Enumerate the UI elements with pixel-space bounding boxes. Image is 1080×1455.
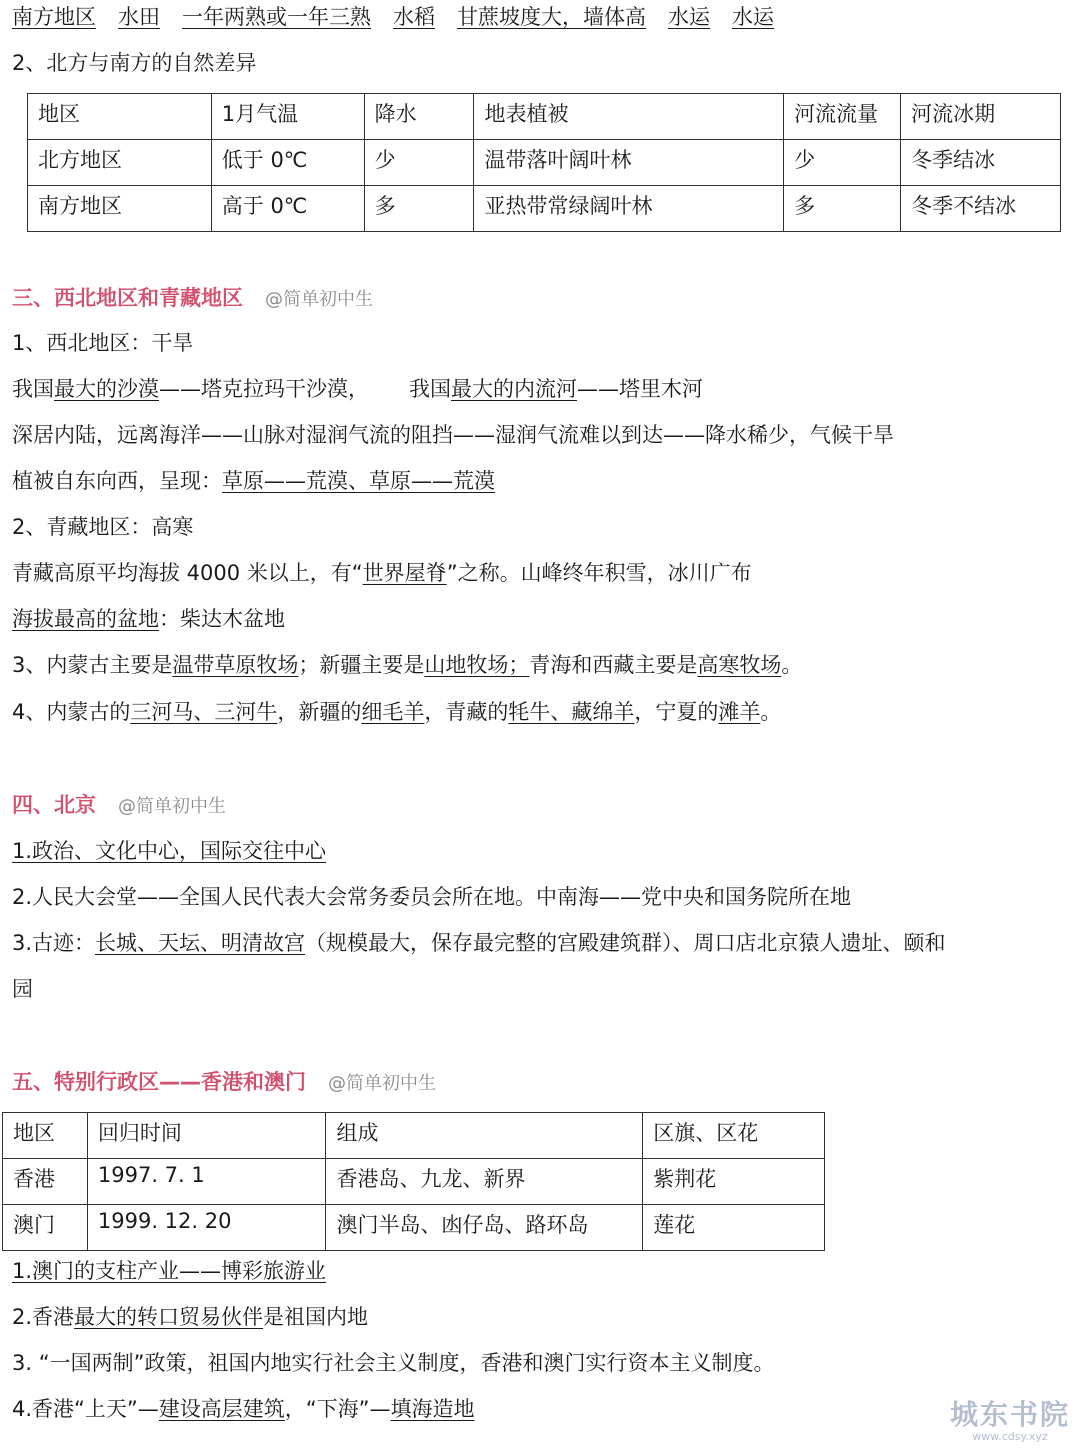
sec5-p3: 3. “一国两制”政策，祖国内地实行社会主义制度，香港和澳门实行资本主义制度。 <box>12 1351 775 1375</box>
table-cell: 香港 <box>3 1159 88 1205</box>
sec3-p2: 我国最大的沙漠——塔克拉玛干沙漠， 我国最大的内流河——塔里木河 <box>12 377 703 401</box>
table-header-cell: 组成 <box>326 1113 643 1159</box>
table-cell: 冬季结冰 <box>901 140 1061 186</box>
table-cell: 高于 0℃ <box>211 186 364 232</box>
sec3-p3: 深居内陆，远离海洋——山脉对湿润气流的阻挡——湿润气流难以到达——降水稀少，气候干旱 <box>12 423 894 447</box>
table-row <box>3 1159 825 1205</box>
section-5-heading <box>12 1067 436 1099</box>
sec3-p7: 海拔最高的盆地：柴达木盆地 <box>12 607 285 631</box>
section-3-heading <box>12 283 373 315</box>
sec5-p2: 2.香港最大的转口贸易伙伴是祖国内地 <box>12 1305 369 1329</box>
table-cell: 亚热带常绿阔叶林 <box>474 186 784 232</box>
table-row <box>3 1205 825 1251</box>
sec3-p8: 3、内蒙古主要是温带草原牧场；新疆主要是山地牧场；青海和西藏主要是高寒牧场。 <box>12 653 803 677</box>
table-cell: 澳门半岛、凼仔岛、路环岛 <box>326 1205 643 1251</box>
table-header-cell: 地表植被 <box>474 94 784 140</box>
sec3-p5: 2、青藏地区：高寒 <box>12 515 194 539</box>
section-3-tag: @简单初中生 <box>265 289 373 310</box>
watermark-url: www.cdsy.xyz <box>972 1430 1048 1443</box>
section-5-title: 五、特别行政区——香港和澳门 <box>12 1070 306 1094</box>
table-header-cell: 1月气温 <box>211 94 364 140</box>
sec5-p4: 4.香港“上天”—建设高层建筑，“下海”—填海造地 <box>12 1397 475 1421</box>
table-row <box>28 186 1061 232</box>
watermark-title: 城东书院 <box>949 1398 1070 1431</box>
watermark <box>950 1399 1070 1443</box>
sec5-p1: 1.澳门的支柱产业——博彩旅游业 <box>12 1259 327 1283</box>
table-cell: 多 <box>364 186 474 232</box>
table-cell: 紫荆花 <box>643 1159 825 1205</box>
table-header-row <box>3 1113 825 1159</box>
sec4-p3-cont: 园 <box>12 977 33 1001</box>
table-cell: 低于 0℃ <box>211 140 364 186</box>
table-cell: 澳门 <box>3 1205 88 1251</box>
table-header-cell: 区旗、区花 <box>643 1113 825 1159</box>
table-cell: 少 <box>364 140 474 186</box>
table-cell: 莲花 <box>643 1205 825 1251</box>
sec3-p9: 4、内蒙古的三河马、三河牛，新疆的细毛羊，青藏的牦牛、藏绵羊，宁夏的滩羊。 <box>12 700 782 724</box>
section-4-heading <box>12 790 226 822</box>
table-cell: 1999. 12. 20 <box>87 1205 326 1251</box>
table-header-cell: 河流流量 <box>784 94 901 140</box>
table-header-cell: 地区 <box>28 94 212 140</box>
table-header-cell: 回归时间 <box>87 1113 326 1159</box>
sar-table <box>2 1112 825 1251</box>
section-4-title: 四、北京 <box>12 793 96 817</box>
table-cell: 南方地区 <box>28 186 212 232</box>
section-5-tag: @简单初中生 <box>328 1073 436 1094</box>
table-cell: 少 <box>784 140 901 186</box>
section-2-title: 2、北方与南方的自然差异 <box>12 51 257 75</box>
top-row <box>12 2 774 32</box>
table-cell: 冬季不结冰 <box>901 186 1061 232</box>
section-3-title: 三、西北地区和青藏地区 <box>12 286 243 310</box>
north-south-table <box>27 93 1061 232</box>
table-cell: 北方地区 <box>28 140 212 186</box>
sec4-p3: 3.古迹：长城、天坛、明清故宫（规模最大，保存最完整的宫殿建筑群）、周口店北京猿人遗址、颐和 <box>12 931 946 955</box>
table-cell: 多 <box>784 186 901 232</box>
sec4-p2: 2.人民大会堂——全国人民代表大会常务委员会所在地。中南海——党中央和国务院所在地 <box>12 885 852 909</box>
sec3-p6: 青藏高原平均海拔 4000 米以上，有“世界屋脊”之称。山峰终年积雪，冰川广布 <box>12 561 752 585</box>
table-header-cell: 河流冰期 <box>901 94 1061 140</box>
table-header-row <box>28 94 1061 140</box>
sec3-p4: 植被自东向西，呈现：草原——荒漠、草原——荒漠 <box>12 469 495 493</box>
table-cell: 温带落叶阔叶林 <box>474 140 784 186</box>
table-cell: 1997. 7. 1 <box>87 1159 326 1205</box>
table-row <box>28 140 1061 186</box>
sec4-p1: 1.政治、文化中心，国际交往中心 <box>12 839 327 863</box>
section-4-tag: @简单初中生 <box>118 796 226 817</box>
table-cell: 香港岛、九龙、新界 <box>326 1159 643 1205</box>
table-header-cell: 地区 <box>3 1113 88 1159</box>
sec3-p1: 1、西北地区：干旱 <box>12 331 194 355</box>
table-header-cell: 降水 <box>364 94 474 140</box>
top-row-text: 南方地区 水田 一年两熟或一年三熟 水稻 甘蔗坡度大，墙体高 水运 水运 <box>12 5 774 29</box>
